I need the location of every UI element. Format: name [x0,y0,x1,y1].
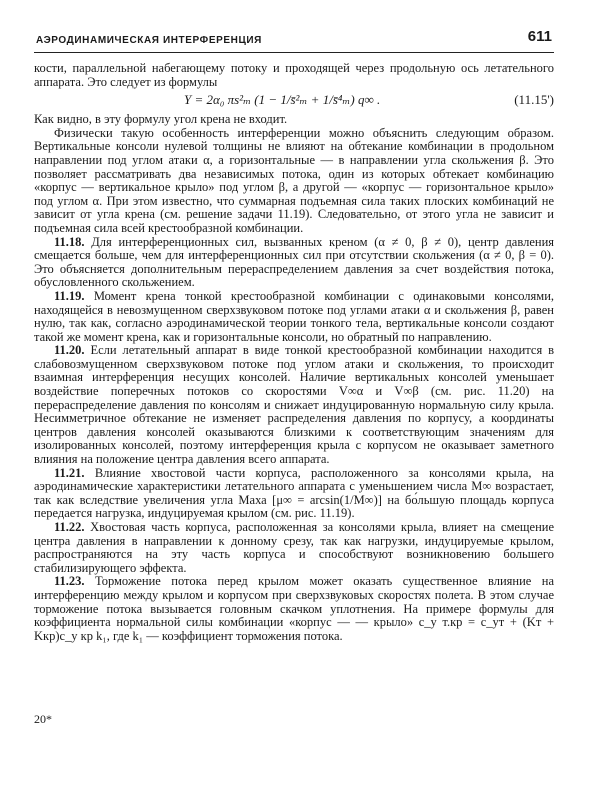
item-11-21 [34,467,554,521]
item-text: Влияние хвостовой части корпуса, расположенного за консолями крыла, на аэродинамические характеристики летательного аппарата с уменьшением числа M∞ возрастает, так как вследствие увеличения угла Маха [μ∞ = arcsin(1/M∞)] на бо́льшую площадь корпуса передается нагрузка, индуцируемая крылом (см. рис. 11.19). [34,465,554,521]
explanation-paragraph: Физически такую особенность интерференции можно объяснить следующим образом. Вертикальные консоли нулевой толщины не влияют на обтекание комбинации в продольном направлении под углом атаки α, а горизонтальные — в направлении угла скольжения β. Это позволяет рассматривать два независимых потока, один из которых обтекает комбинацию «корпус — вертикальное крыло» под углом β, а другой — «корпус — горизонтальное крыло» под углом α. При этом известно, что суммарная подъемная сила таких плоских комбинаций не зависит от угла крена (см. решение задачи 11.19). Следовательно, от этого угла не зависит и подъемная сила всей крестообразной комбинации. [34,125,554,235]
page-body [34,62,554,643]
item-11-23 [34,575,554,643]
formula-number: (11.15') [514,92,554,108]
item-11-18 [34,236,554,290]
page-number: 611 [527,28,552,45]
item-text: Хвостовая часть корпуса, расположенная за консолями крыла, влияет на смещение центра давления в направлении к донному срезу, так как нагрузки, индуцируемые крылом, распространяются на эту часть корпуса и способствуют возникновению большего стабилизирующего эффекта. [34,520,554,575]
item-text: Если летательный аппарат в виде тонкой крестообразной комбинации находится в слабовозмущенном сверхзвуковом потоке под углом атаки и скольжения, то происходит взаимная интерференция несущих консолей. Наличие вертикальных консолей уменьшает воздействие поперечных потоков со скоростями V∞α и V∞β (см. рис. 11.20) на перераспределение давления по консолям и снижает индуцированную нормальную силу крыла. Несимметричное обтекание не изменяет распределения давления по корпусу, а координаты центров давления консолей оказываются близкими к соответствующим значениям для изолированных консолей, поэтому интерференция крыла с корпусом не оказывает заметного влияния на положение центра давления всего аппарата. [34,343,555,467]
item-text: Торможение потока перед крылом может оказать существенное влияние на интерференцию между крылом и корпусом при сверхзвуковых скоростях полета. В этом случае торможение потока вызывается головным скачком уплотнения. На примере формулы для коэффициента нормальной силы комбинации «корпус — — крыло» c_y т.кр = c_yт + (Kт + Kкр)c_y кр k₁, где k₁ — коэффициент торможения потока. [34,574,555,643]
running-title: АЭРОДИНАМИЧЕСКАЯ ИНТЕРФЕРЕНЦИЯ [36,35,262,46]
item-number: 11.18. [54,234,85,249]
signature-mark: 20* [34,712,52,726]
item-number: 11.20. [54,343,85,358]
item-number: 11.23. [54,574,85,589]
formula-expression: Y = 2α₀ πs²ₘ (1 − 1/s̄²ₘ + 1/s̄⁴ₘ) q∞ . [184,92,381,108]
item-11-19 [34,290,554,344]
intro-text: кости, параллельной набегающему потоку и проходящей через продольную ось летательного аппарата. Это следует из формулы [34,61,554,89]
item-11-20 [34,344,554,466]
page-header [34,30,554,53]
item-11-22 [34,521,554,575]
item-text: Для интерференционных сил, вызванных креном (α ≠ 0, β ≠ 0), центр давления смещается больше, чем для интерференционных сил при отсутствии скольжения (α ≠ 0, β = 0). Это объясняется дополнительным перераспределением давления за счет воздействия потока, обусловленного скольжением. [34,234,555,290]
item-number: 11.21. [54,465,85,480]
item-number: 11.22. [54,520,85,534]
formula-remark: Как видно, в эту формулу угол крена не входит. [34,112,288,127]
formula-11-15 [34,89,554,111]
item-text: Момент крена тонкой крестообразной комбинации с одинаковыми консолями, находящейся в невозмущенном сверхзвуковом потоке под углами атаки α и скольжения β, равен нулю, так как, согласно аэродинамической теории тонкого тела, вертикальные консоли создают такой же момент крена, как и горизонтальные консоли, но обратный по направлению. [34,288,555,344]
item-number: 11.19. [54,288,85,303]
